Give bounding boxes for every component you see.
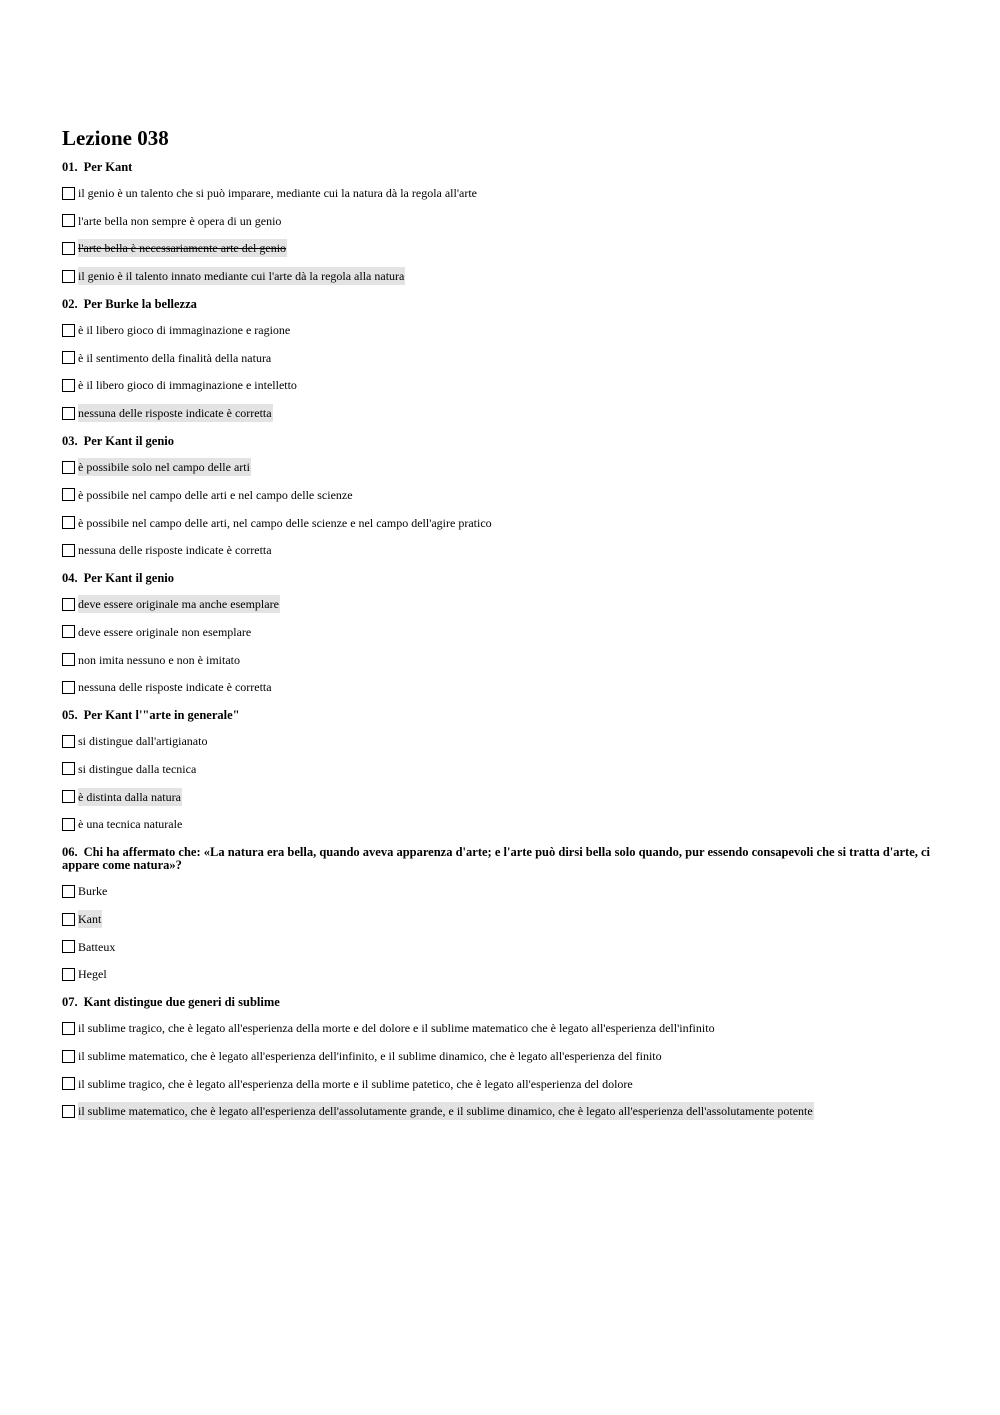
question-text [62,298,942,311]
answer-checkbox[interactable] [62,735,75,748]
answer-option[interactable] [62,678,942,696]
answer-label: il sublime matematico, che è legato all'esperienza dell'assolutamente grande, e il sublime dinamico, che è legato all'esperienza dell'assolutamente potente [78,1104,813,1119]
question-2 [62,298,942,422]
answer-label: il sublime tragico, che è legato all'esperienza della morte e il sublime patetico, che è legato all'esperienza del dolore [78,1076,633,1091]
answer-checkbox[interactable] [62,625,75,638]
question-prompt: Kant distingue due generi di sublime [83,995,280,1010]
question-text [62,572,942,585]
answer-option[interactable] [62,486,942,504]
question-3 [62,435,942,559]
answer-option[interactable] [62,1075,942,1093]
answer-label: si distingue dall'artigianato [78,734,208,749]
answer-option[interactable] [62,760,942,778]
answer-checkbox[interactable] [62,681,75,694]
answer-label: si distingue dalla tecnica [78,761,197,776]
answer-label: l'arte bella è necessariamente arte del genio [78,241,287,256]
answer-label: il sublime tragico, che è legato all'esperienza della morte e del dolore e il sublime matematico che è legato all'esperienza dell'infinito [78,1021,715,1036]
answer-checkbox[interactable] [62,187,75,200]
answer-label: Burke [78,884,108,899]
answer-option[interactable] [62,212,942,230]
answer-option[interactable] [62,267,942,285]
answer-label: nessuna delle risposte indicate è corretta [78,680,272,695]
quiz-page [62,126,942,1133]
answer-checkbox[interactable] [62,351,75,364]
answer-checkbox[interactable] [62,516,75,529]
answer-checkbox[interactable] [62,544,75,557]
answer-label: è possibile nel campo delle arti e nel campo delle scienze [78,487,353,502]
answer-option[interactable] [62,910,942,928]
answer-option[interactable] [62,651,942,669]
answer-checkbox[interactable] [62,488,75,501]
answer-label: l'arte bella non sempre è opera di un genio [78,213,282,228]
answer-label: il genio è un talento che si può imparare, mediante cui la natura dà la regola all'arte [78,186,477,200]
question-text [62,996,942,1009]
answer-option[interactable] [62,514,942,532]
answer-option[interactable] [62,184,942,202]
question-number: 04. [62,571,78,586]
question-number: 06. [62,845,78,860]
question-1 [62,161,942,285]
answer-checkbox[interactable] [62,968,75,981]
answer-checkbox[interactable] [62,818,75,831]
answer-label: deve essere originale non esemplare [78,624,252,639]
answer-checkbox[interactable] [62,1022,75,1035]
answer-option[interactable] [62,595,942,613]
answer-label: è possibile nel campo delle arti, nel campo delle scienze e nel campo dell'agire pratico [78,515,492,530]
answer-option[interactable] [62,938,942,956]
answer-checkbox[interactable] [62,214,75,227]
answer-option[interactable] [62,1047,942,1065]
answer-checkbox[interactable] [62,242,75,255]
answer-checkbox[interactable] [62,270,75,283]
answer-label: è il libero gioco di immaginazione e ragione [78,323,291,338]
question-list [62,161,942,1120]
answer-option[interactable] [62,321,942,339]
answer-label: Batteux [78,939,116,954]
question-number: 07. [62,995,78,1010]
answer-checkbox[interactable] [62,598,75,611]
question-prompt: Per Kant il genio [83,434,175,449]
answer-option[interactable] [62,376,942,394]
question-prompt: Chi ha affermato che: «La natura era bella, quando aveva apparenza d'arte; e l'arte può dirsi bella solo quando, pur essendo consapevoli che si tratta d'arte, ci appare come natura»? [62,845,931,873]
question-number: 05. [62,708,78,723]
lesson-title: Lezione 038 [62,126,169,150]
answer-option[interactable] [62,815,942,833]
answer-label: nessuna delle risposte indicate è corretta [78,543,272,558]
answer-checkbox[interactable] [62,1050,75,1063]
answer-checkbox[interactable] [62,885,75,898]
answer-option[interactable] [62,404,942,422]
answer-option[interactable] [62,1102,942,1120]
question-prompt: Per Kant [83,160,133,174]
answer-checkbox[interactable] [62,913,75,926]
question-number: 03. [62,434,78,449]
question-4 [62,572,942,696]
answer-label: il genio è il talento innato mediante cui l'arte dà la regola alla natura [78,269,405,284]
question-text [62,435,942,448]
answer-checkbox[interactable] [62,1077,75,1090]
question-number: 01. [62,160,78,174]
answer-label: è distinta dalla natura [78,789,181,804]
answer-option[interactable] [62,732,942,750]
answer-option[interactable] [62,1019,942,1037]
answer-label: il sublime matematico, che è legato all'esperienza dell'infinito, e il sublime dinamico, che è legato all'esperienza del finito [78,1049,662,1064]
answer-label: è possibile solo nel campo delle arti [78,460,250,475]
answer-checkbox[interactable] [62,461,75,474]
question-7 [62,996,942,1120]
answer-option[interactable] [62,788,942,806]
answer-label: è il libero gioco di immaginazione e intelletto [78,378,297,393]
answer-option[interactable] [62,882,942,900]
answer-checkbox[interactable] [62,379,75,392]
question-prompt: Per Burke la bellezza [83,297,197,312]
answer-checkbox[interactable] [62,407,75,420]
answer-label: Kant [78,912,102,926]
question-prompt: Per Kant l'"arte in generale" [83,708,240,723]
answer-option[interactable] [62,623,942,641]
question-number: 02. [62,297,78,312]
answer-label: è una tecnica naturale [78,817,183,832]
answer-checkbox[interactable] [62,762,75,775]
answer-option[interactable] [62,965,942,983]
answer-checkbox[interactable] [62,324,75,337]
answer-option[interactable] [62,239,942,257]
question-text [62,161,942,174]
question-prompt: Per Kant il genio [83,571,175,586]
answer-label: nessuna delle risposte indicate è corretta [78,406,272,421]
answer-label: non imita nessuno e non è imitato [78,652,240,667]
answer-option[interactable] [62,349,942,367]
answer-label: è il sentimento della finalità della natura [78,350,272,365]
question-6 [62,846,942,983]
question-text [62,709,942,722]
answer-option[interactable] [62,541,942,559]
question-text [62,846,942,872]
answer-checkbox[interactable] [62,1105,75,1118]
answer-label: Hegel [78,967,107,982]
answer-checkbox[interactable] [62,790,75,803]
answer-checkbox[interactable] [62,940,75,953]
answer-option[interactable] [62,458,942,476]
answer-label: deve essere originale ma anche esemplare [78,597,279,612]
question-5 [62,709,942,833]
answer-checkbox[interactable] [62,653,75,666]
